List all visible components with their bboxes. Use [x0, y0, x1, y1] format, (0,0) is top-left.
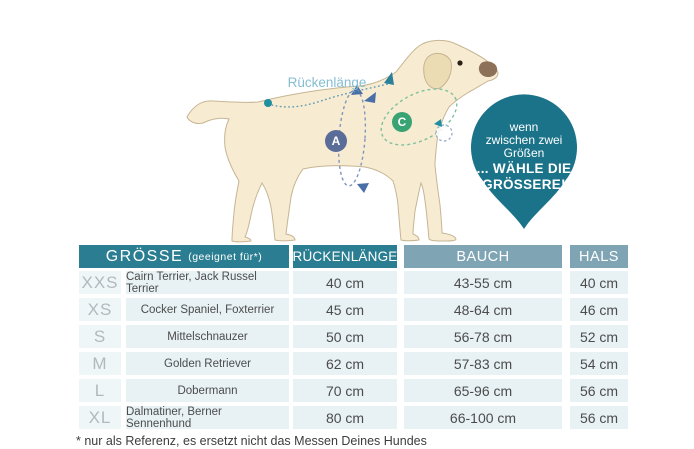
reference-footnote: * nur als Referenz, es ersetzt nicht das Messen Deines Hundes [76, 434, 427, 448]
back-length-cell: 70 cm [293, 379, 397, 402]
neck-cell: 56 cm [570, 406, 628, 429]
back-length-start-dot [264, 99, 272, 107]
table-row [79, 271, 628, 294]
back-length-cell: 50 cm [293, 325, 397, 348]
breed-cell: Dalmatiner, Berner Sennenhund [126, 406, 289, 429]
size-cell: M [79, 352, 121, 375]
breed-cell: Dobermann [126, 379, 289, 402]
table-row [79, 406, 628, 429]
table-row [79, 298, 628, 321]
badge-c-label: C [397, 115, 407, 129]
bubble-line-1: wenn [509, 120, 539, 134]
back-length-cell: 62 cm [293, 352, 397, 375]
size-cell: XS [79, 298, 121, 321]
col-header-size-note: (geeignet für*) [188, 250, 263, 263]
neck-cell: 56 cm [570, 379, 628, 402]
neck-cell: 52 cm [570, 325, 628, 348]
back-length-cell: 40 cm [293, 271, 397, 294]
neck-cell: 40 cm [570, 271, 628, 294]
size-cell: S [79, 325, 121, 348]
back-length-label: Rückenlänge [287, 75, 367, 90]
table-row [79, 325, 628, 348]
belly-arrow-bottom [357, 183, 369, 193]
collar-loop [436, 125, 452, 141]
back-length-cell: 45 cm [293, 298, 397, 321]
bubble-line-4: ... WÄHLE DIE [476, 161, 572, 176]
col-header-back-length: RÜCKENLÄNGE [293, 245, 397, 268]
breed-cell: Cocker Spaniel, Foxterrier [126, 298, 289, 321]
breed-cell: Mittelschnauzer [126, 325, 289, 348]
belly-cell: 48-64 cm [404, 298, 562, 321]
size-cell: L [79, 379, 121, 402]
back-length-cell: 80 cm [293, 406, 397, 429]
bubble-line-2: zwischen zwei [485, 133, 563, 147]
breed-cell: Golden Retriever [126, 352, 289, 375]
bubble-line-5: GRÖSSERE! [482, 177, 566, 192]
neck-cell: 54 cm [570, 352, 628, 375]
dog-eye [457, 60, 462, 65]
belly-cell: 43-55 cm [404, 271, 562, 294]
belly-cell: 65-96 cm [404, 379, 562, 402]
size-table [76, 245, 628, 448]
badge-a-label: A [331, 134, 341, 148]
size-cell: XXS [79, 271, 121, 294]
col-header-size-title: GRÖSSE [105, 247, 184, 265]
table-header-row [79, 245, 628, 268]
bubble-line-3: Größen [503, 146, 545, 160]
neck-cell: 46 cm [570, 298, 628, 321]
col-header-size [79, 245, 289, 268]
col-header-belly: BAUCH [404, 245, 562, 268]
size-cell: XL [79, 406, 121, 429]
belly-cell: 66-100 cm [404, 406, 562, 429]
belly-cell: 57-83 cm [404, 352, 562, 375]
belly-cell: 56-78 cm [404, 325, 562, 348]
col-header-neck: HALS [570, 245, 628, 268]
table-row [79, 352, 628, 375]
table-row [79, 379, 628, 402]
breed-cell: Cairn Terrier, Jack Russel Terrier [126, 271, 289, 294]
